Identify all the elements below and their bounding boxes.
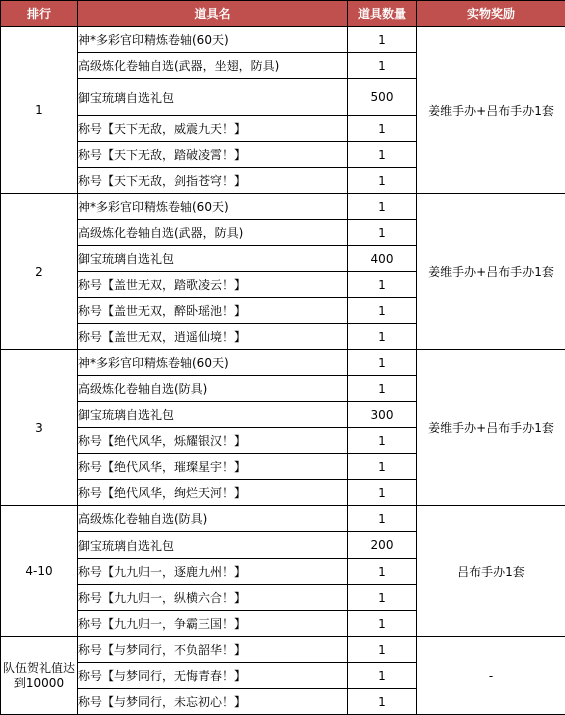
table-row	[1, 194, 565, 220]
item-qty: 500	[348, 79, 417, 116]
item-qty: 1	[348, 454, 417, 480]
reward-cell: 姜维手办+吕布手办1套	[417, 27, 565, 194]
header-item: 道具名	[78, 1, 348, 27]
item-qty: 1	[348, 480, 417, 506]
item-name: 高级炼化卷轴自选(防具)	[78, 376, 348, 402]
reward-cell: 姜维手办+吕布手办1套	[417, 194, 565, 350]
item-name: 高级炼化卷轴自选(防具)	[78, 506, 348, 532]
header-qty: 道具数量	[348, 1, 417, 27]
item-name: 称号【绝代风华，烁耀银汉！】	[78, 428, 348, 454]
item-name: 称号【与梦同行，未忘初心！】	[78, 689, 348, 715]
rank-cell: 队伍贺礼值达到10000	[1, 637, 78, 715]
item-name: 神*多彩官印精炼卷轴(60天)	[78, 27, 348, 53]
reward-cell: 姜维手办+吕布手办1套	[417, 350, 565, 506]
table-row	[1, 350, 565, 376]
header-reward: 实物奖励	[417, 1, 565, 27]
reward-cell: -	[417, 637, 565, 715]
item-name: 称号【天下无敌，威震九天！】	[78, 116, 348, 142]
item-qty: 1	[348, 585, 417, 611]
item-name: 称号【与梦同行，不负韶华！】	[78, 637, 348, 663]
item-qty: 1	[348, 53, 417, 79]
item-qty: 1	[348, 298, 417, 324]
item-name: 高级炼化卷轴自选(武器，坐翅，防具)	[78, 53, 348, 79]
item-name: 御宝琉璃自选礼包	[78, 402, 348, 428]
item-name: 称号【盖世无双，踏歌凌云！】	[78, 272, 348, 298]
item-qty: 1	[348, 689, 417, 715]
item-name: 御宝琉璃自选礼包	[78, 532, 348, 559]
rank-cell: 3	[1, 350, 78, 506]
item-name: 称号【与梦同行，无悔青春！】	[78, 663, 348, 689]
header-rank: 排行	[1, 1, 78, 27]
item-qty: 1	[348, 324, 417, 350]
item-qty: 1	[348, 663, 417, 689]
item-name: 神*多彩官印精炼卷轴(60天)	[78, 194, 348, 220]
item-name: 称号【盖世无双，醉卧瑶池！】	[78, 298, 348, 324]
item-qty: 1	[348, 506, 417, 532]
item-qty: 1	[348, 168, 417, 194]
rank-cell: 1	[1, 27, 78, 194]
item-name: 高级炼化卷轴自选(武器，防具)	[78, 220, 348, 246]
table-row	[1, 637, 565, 663]
item-qty: 200	[348, 532, 417, 559]
item-qty: 1	[348, 194, 417, 220]
item-qty: 1	[348, 27, 417, 53]
header-row	[1, 1, 565, 27]
item-qty: 1	[348, 220, 417, 246]
item-qty: 1	[348, 116, 417, 142]
item-name: 御宝琉璃自选礼包	[78, 79, 348, 116]
item-name: 称号【绝代风华，绚烂天河！】	[78, 480, 348, 506]
item-qty: 1	[348, 428, 417, 454]
item-qty: 1	[348, 376, 417, 402]
item-name: 称号【天下无敌，踏破凌霄！】	[78, 142, 348, 168]
rank-cell: 4-10	[1, 506, 78, 637]
reward-cell: 吕布手办1套	[417, 506, 565, 637]
item-qty: 1	[348, 637, 417, 663]
item-name: 神*多彩官印精炼卷轴(60天)	[78, 350, 348, 376]
item-qty: 1	[348, 272, 417, 298]
item-name: 称号【九九归一，争霸三国！】	[78, 611, 348, 637]
item-name: 称号【盖世无双，逍遥仙境！】	[78, 324, 348, 350]
table-row	[1, 27, 565, 53]
item-qty: 1	[348, 350, 417, 376]
item-qty: 1	[348, 559, 417, 585]
item-qty: 1	[348, 611, 417, 637]
item-qty: 300	[348, 402, 417, 428]
rank-cell: 2	[1, 194, 78, 350]
item-name: 称号【九九归一，逐鹿九州！】	[78, 559, 348, 585]
item-qty: 1	[348, 142, 417, 168]
item-name: 称号【绝代风华，璀璨星宇！】	[78, 454, 348, 480]
item-name: 御宝琉璃自选礼包	[78, 246, 348, 272]
table-row	[1, 506, 565, 532]
item-name: 称号【九九归一，纵横六合！】	[78, 585, 348, 611]
item-qty: 400	[348, 246, 417, 272]
item-name: 称号【天下无敌，剑指苍穹！】	[78, 168, 348, 194]
